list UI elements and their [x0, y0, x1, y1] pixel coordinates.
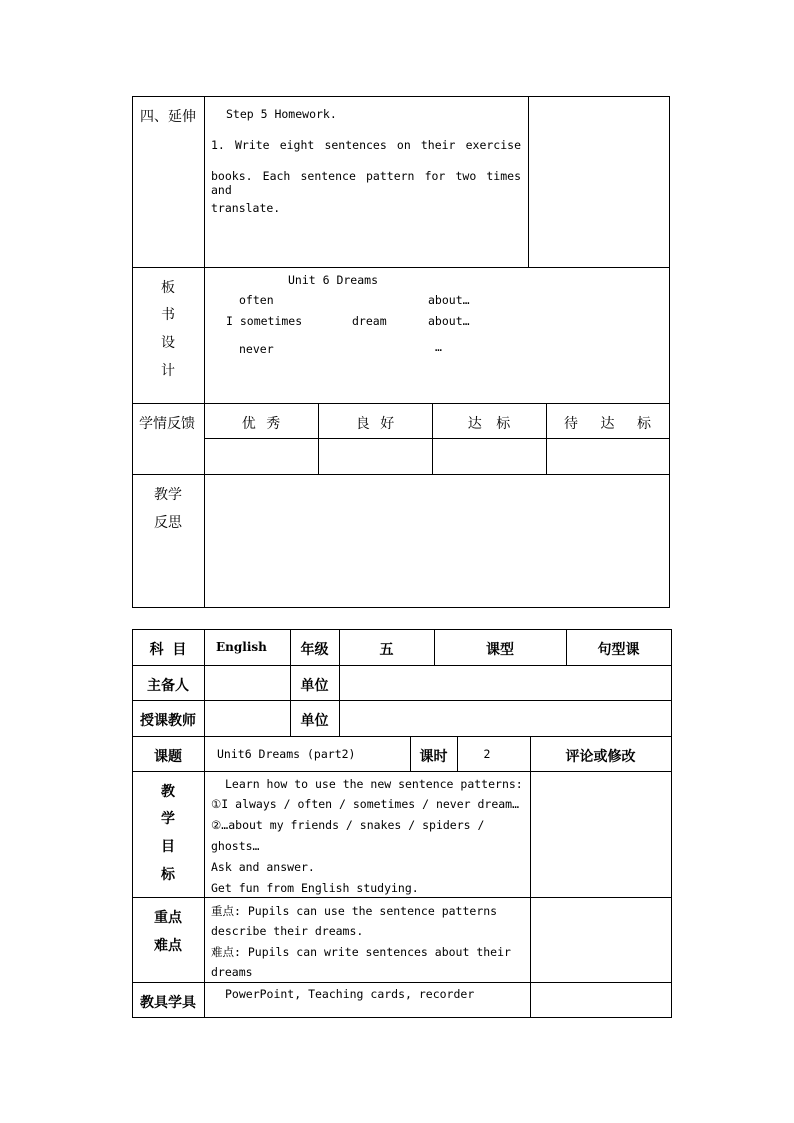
unit-label-2: 单位 — [300, 713, 329, 729]
tools-label: 教具学具 — [140, 995, 196, 1011]
key-line-4: dreams — [211, 965, 253, 979]
homework-line-3: translate. — [211, 201, 281, 215]
board-dream: dream — [352, 314, 387, 328]
goals-line-1: Learn how to use the new sentence patterns: — [225, 777, 523, 791]
reflection-label-2: 反思 — [154, 515, 182, 531]
goals-label-char-2: 学 — [161, 811, 175, 827]
key-line-1: 重点: Pupils can use the sentence patterns — [211, 904, 498, 918]
board-label-char-1: 板 — [161, 280, 175, 296]
grade-value: 五 — [379, 642, 394, 658]
board-ellipsis: … — [435, 340, 442, 354]
board-label-char-2: 书 — [161, 307, 175, 323]
board-about-1: about… — [428, 293, 470, 307]
board-often: often — [239, 293, 274, 307]
board-label-char-3: 设 — [161, 335, 175, 351]
goals-label-char-4: 标 — [161, 867, 175, 883]
topic-label: 课题 — [154, 749, 182, 765]
feedback-level-pending: 待 达 标 — [564, 416, 651, 432]
type-value: 句型课 — [597, 642, 640, 658]
key-label-1: 重点 — [154, 910, 182, 926]
key-line-2: describe their dreams. — [211, 924, 364, 938]
subject-label: 科 目 — [149, 642, 187, 658]
teacher-label: 授课教师 — [140, 713, 196, 729]
board-i-sometimes: I sometimes — [226, 314, 303, 328]
board-title: Unit 6 Dreams — [288, 273, 379, 287]
goals-line-5: Ask and answer. — [211, 860, 315, 874]
goals-label-char-1: 教 — [161, 784, 175, 800]
preparer-label: 主备人 — [147, 678, 189, 694]
unit-label-1: 单位 — [300, 678, 329, 694]
reflection-label-1: 教学 — [154, 487, 182, 503]
goals-label-char-3: 目 — [161, 839, 175, 855]
board-never: never — [239, 342, 274, 356]
comment-label: 评论或修改 — [565, 749, 636, 765]
feedback-label: 学情反馈 — [139, 416, 195, 432]
goals-line-2: ①I always / often / sometimes / never dream… — [211, 797, 520, 811]
homework-line-1: 1. Write eight sentences on their exercise — [211, 138, 521, 152]
type-label: 课型 — [486, 642, 514, 658]
feedback-level-good: 良 好 — [355, 416, 395, 432]
board-label-char-4: 计 — [161, 363, 175, 379]
extend-label: 四、延伸 — [140, 109, 196, 125]
goals-line-4: ghosts… — [211, 839, 260, 853]
homework-line-2: books. Each sentence pattern for two times and — [211, 169, 521, 197]
hours-label: 课时 — [419, 749, 448, 765]
tools-value: PowerPoint, Teaching cards, recorder — [225, 987, 475, 1001]
goals-line-3: ②…about my friends / snakes / spiders / — [211, 818, 485, 832]
key-line-3: 难点: Pupils can write sentences about their — [211, 945, 511, 959]
key-label-2: 难点 — [154, 938, 182, 954]
topic-value: Unit6 Dreams (part2) — [217, 747, 356, 761]
subject-value: English — [216, 640, 267, 654]
feedback-level-excellent: 优 秀 — [241, 416, 281, 432]
homework-step-title: Step 5 Homework. — [226, 107, 337, 121]
hours-value: 2 — [483, 747, 491, 761]
board-about-2: about… — [428, 314, 470, 328]
grade-label: 年级 — [300, 642, 329, 658]
goals-line-6: Get fun from English studying. — [211, 881, 419, 895]
feedback-level-pass: 达 标 — [467, 416, 511, 432]
